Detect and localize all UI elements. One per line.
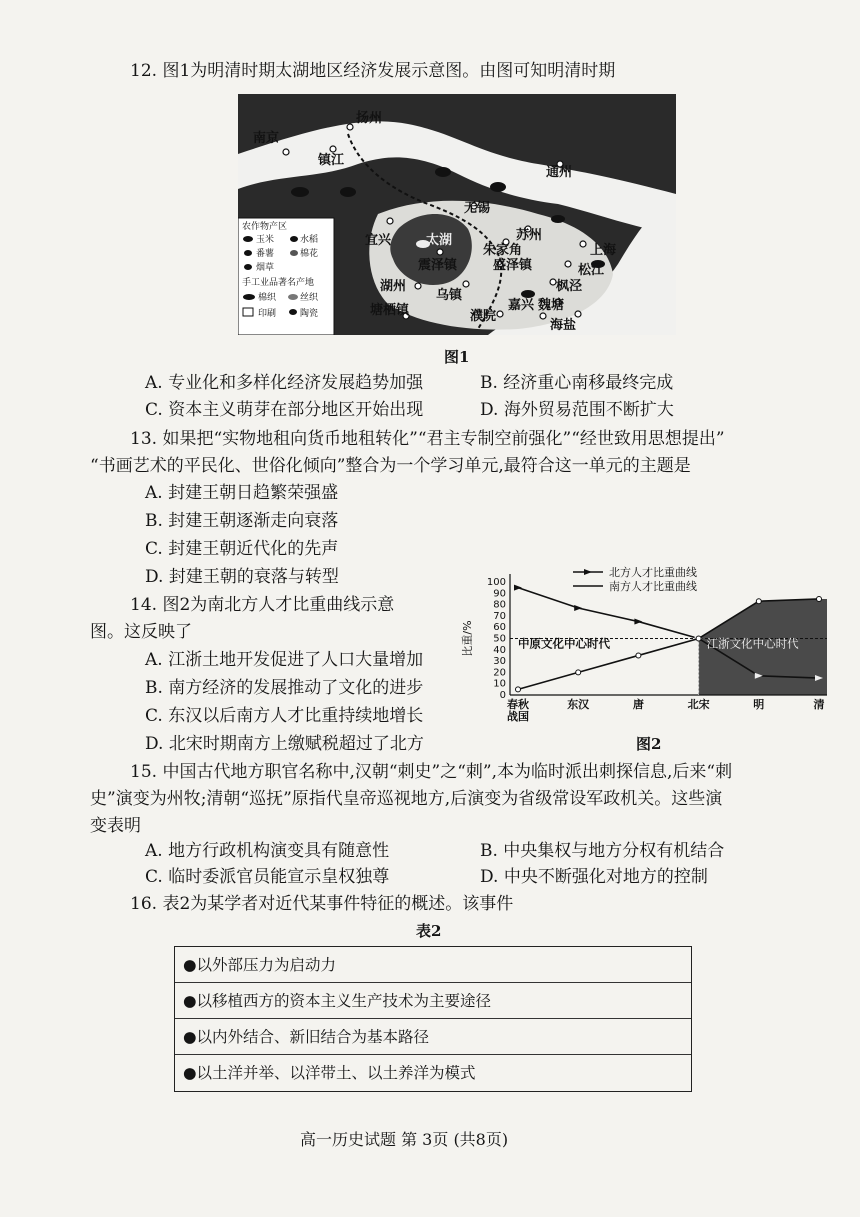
label-puyuan: 濮院 <box>470 309 497 324</box>
x-tick-label: 春秋 <box>507 698 529 711</box>
table2-caption: 表2 <box>416 922 442 940</box>
y-tick-label: 20 <box>493 667 506 679</box>
legend-title-crops: 农作物产区 <box>242 222 288 232</box>
page-footer: 高一历史试题 第 3页 (共8页) <box>300 1130 509 1149</box>
q14-stem-line2: 图。这反映了 <box>90 622 192 642</box>
table2 <box>174 946 692 1092</box>
label-songjiang: 松江 <box>578 263 605 278</box>
north-series-point <box>574 605 582 611</box>
q15-stem-line3: 变表明 <box>90 816 141 836</box>
q15-option-d[interactable]: D. 中央不断强化对地方的控制 <box>480 867 708 887</box>
q14-option-d[interactable]: D. 北宋时期南方上缴赋税超过了北方 <box>145 734 424 754</box>
y-tick-label: 40 <box>493 644 506 656</box>
x-tick-label: 东汉 <box>567 698 590 711</box>
q15-stem-line1: 15. 中国古代地方职官名称中,汉朝“刺史”之“刺”,本为临时派出刺探信息,后来“刺 <box>130 762 733 782</box>
legend-rice: 水稻 <box>300 235 319 245</box>
table-row: ●以土洋并举、以洋带土、以土养洋为模式 <box>183 1064 476 1082</box>
q12-stem: 12. 图1为明清时期太湖地区经济发展示意图。由图可知明清时期 <box>130 61 616 81</box>
label-zhujiajiao: 朱家角 <box>483 243 523 258</box>
y-axis-label: 比重/% <box>461 620 474 657</box>
taihu-economic-map <box>238 94 676 335</box>
label-jiaxing: 嘉兴 <box>508 298 535 313</box>
label-yixing: 宜兴 <box>365 233 392 248</box>
legend-tobacco: 烟草 <box>256 263 275 273</box>
y-tick-label: 0 <box>499 690 506 701</box>
q12-option-b[interactable]: B. 经济重心南移最终完成 <box>480 373 674 393</box>
legend-cotton-textile: 棉织 <box>258 293 277 303</box>
label-shanghai: 上海 <box>590 243 617 258</box>
q13-option-c[interactable]: C. 封建王朝近代化的先声 <box>145 539 339 559</box>
q13-stem-line2: “书画艺术的平民化、世俗化倾向”整合为一个学习单元,最符合这一单元的主题是 <box>90 456 691 476</box>
label-zhenze: 震泽镇 <box>418 258 458 273</box>
map-legend <box>238 218 334 335</box>
q16-stem: 16. 表2为某学者对近代某事件特征的概述。该事件 <box>130 894 514 914</box>
label-wuxi: 无锡 <box>464 201 491 216</box>
label-shengze: 盛泽镇 <box>493 258 533 273</box>
x-tick-label: 战国 <box>507 710 529 723</box>
y-tick-label: 90 <box>493 588 506 600</box>
y-tick-label: 10 <box>493 678 506 690</box>
q15-option-a[interactable]: A. 地方行政机构演变具有随意性 <box>145 841 390 861</box>
fig1-caption: 图1 <box>444 348 470 366</box>
y-tick-label: 80 <box>493 599 506 611</box>
south-series-point <box>696 636 701 641</box>
table-row: ●以外部压力为启动力 <box>175 947 691 983</box>
y-tick-label: 30 <box>493 656 506 668</box>
label-weitang: 魏塘 <box>538 298 565 313</box>
label-tongzhou: 通州 <box>546 165 573 180</box>
north-series-point <box>514 585 522 591</box>
label-fengjing: 枫泾 <box>556 279 583 294</box>
q15-stem-line2: 史”演变为州牧;清朝“巡抚”原指代皇帝巡视地方,后演变为省级常设军政机关。这些演 <box>90 789 723 809</box>
x-tick-label: 唐 <box>632 698 644 711</box>
south-series-point <box>636 653 641 658</box>
table-row: ●以内外结合、新旧结合为基本路径 <box>175 1019 691 1055</box>
q12-option-d[interactable]: D. 海外贸易范围不断扩大 <box>480 400 674 420</box>
label-taihu: 太湖 <box>426 233 453 248</box>
label-wuzhen: 乌镇 <box>436 288 463 303</box>
x-tick-label: 清 <box>813 698 825 711</box>
annotation-central-plains: 中原文化中心时代 <box>518 636 610 651</box>
label-suzhou: 苏州 <box>516 228 543 243</box>
label-tangqi: 塘栖镇 <box>370 303 410 318</box>
legend-sweet-potato: 番薯 <box>256 249 275 259</box>
q13-option-d[interactable]: D. 封建王朝的衰落与转型 <box>145 567 339 587</box>
q14-option-a[interactable]: A. 江浙土地开发促进了人口大量增加 <box>145 650 424 670</box>
label-yangzhou: 扬州 <box>356 111 383 126</box>
south-series-point <box>516 687 521 692</box>
q12-option-c[interactable]: C. 资本主义萌芽在部分地区开始出现 <box>145 400 424 420</box>
legend-north-label: 北方人才比重曲线 <box>609 566 697 579</box>
legend-south-label: 南方人才比重曲线 <box>609 580 697 593</box>
y-tick-label: 70 <box>493 610 506 622</box>
legend-ceramics: 陶瓷 <box>300 309 319 319</box>
north-series-point <box>634 619 642 625</box>
x-tick-label: 北宋 <box>687 698 710 711</box>
q14-stem-line1: 14. 图2为南北方人才比重曲线示意 <box>130 595 395 615</box>
label-haiyan: 海盐 <box>550 318 577 333</box>
legend-north-marker <box>584 569 592 575</box>
y-tick-label: 50 <box>493 633 506 645</box>
y-tick-label: 100 <box>486 577 506 588</box>
label-nanjing: 南京 <box>253 131 280 146</box>
label-zhenjiang: 镇江 <box>318 153 345 168</box>
q12-option-a[interactable]: A. 专业化和多样化经济发展趋势加强 <box>145 373 424 393</box>
annotation-jiangzhe: 江浙文化中心时代 <box>706 636 799 651</box>
q13-option-a[interactable]: A. 封建王朝日趋繁荣强盛 <box>145 483 339 503</box>
q14-option-c[interactable]: C. 东汉以后南方人才比重持续地增长 <box>145 706 424 726</box>
q13-stem-line1: 13. 如果把“实物地租向货币地租转化”“君主专制空前强化”“经世致用思想提出” <box>130 429 725 449</box>
south-series-point <box>817 596 822 601</box>
table-row: ●以移植西方的资本主义生产技术为主要途径 <box>175 983 691 1019</box>
south-series-point <box>756 599 761 604</box>
legend-cotton: 棉花 <box>300 249 319 259</box>
legend-title-crafts: 手工业品著名产地 <box>242 278 315 288</box>
south-series-point <box>576 670 581 675</box>
q13-option-b[interactable]: B. 封建王朝逐渐走向衰落 <box>145 511 339 531</box>
fig2-caption: 图2 <box>636 735 662 753</box>
talent-ratio-chart <box>455 560 835 730</box>
legend-silk: 丝织 <box>300 293 319 303</box>
q14-option-b[interactable]: B. 南方经济的发展推动了文化的进步 <box>145 678 424 698</box>
y-tick-label: 60 <box>493 622 506 634</box>
x-tick-label: 明 <box>753 698 765 711</box>
legend-corn: 玉米 <box>256 235 275 245</box>
label-huzhou: 湖州 <box>380 279 407 294</box>
q15-option-c[interactable]: C. 临时委派官员能宣示皇权独尊 <box>145 867 390 887</box>
legend-printing: 印刷 <box>258 309 277 319</box>
q15-option-b[interactable]: B. 中央集权与地方分权有机结合 <box>480 841 725 861</box>
